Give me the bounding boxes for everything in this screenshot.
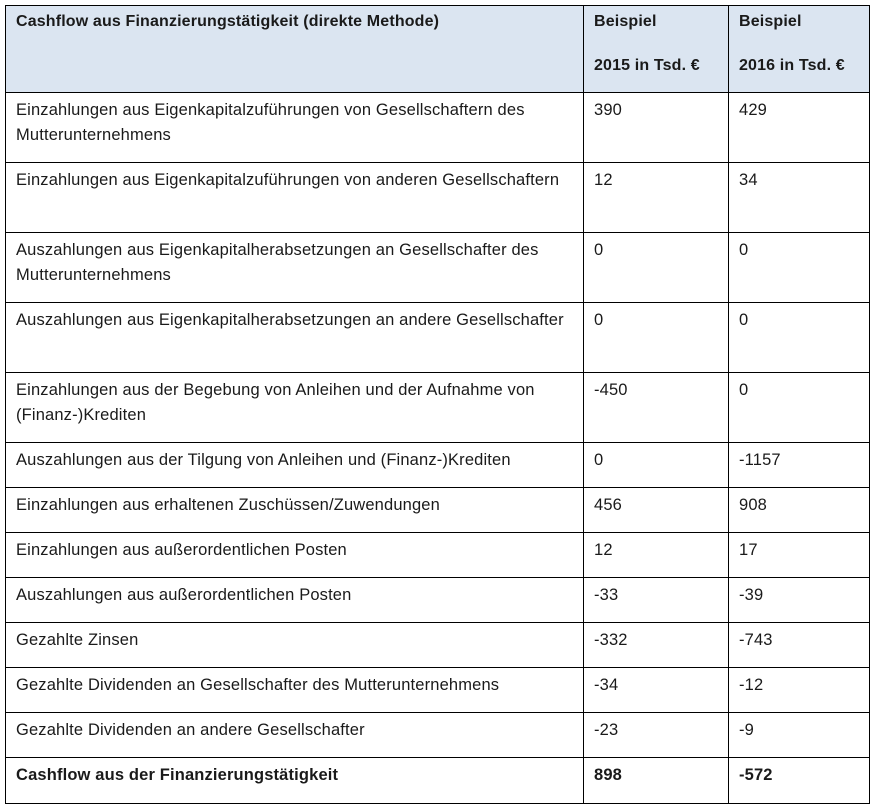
row-value-2015: 0 [584,303,729,373]
header-2016 [729,6,870,93]
header-2015-line2: 2015 in Tsd. € [594,57,700,74]
cashflow-table [5,5,870,804]
row-value-2016: 17 [729,533,870,578]
header-2016-line2: 2016 in Tsd. € [739,57,845,74]
row-value-2015: -34 [584,668,729,713]
table-row [6,163,870,233]
row-label: Gezahlte Dividenden an andere Gesellschafter [6,713,584,758]
row-value-2016: 34 [729,163,870,233]
row-value-2016: -1157 [729,443,870,488]
row-value-2015: 0 [584,443,729,488]
row-label: Einzahlungen aus der Begebung von Anleihen und der Aufnahme von (Finanz-)Krediten [6,373,584,443]
total-value-2016: -572 [729,758,870,804]
table-row [6,623,870,668]
table-row [6,373,870,443]
table-row [6,93,870,163]
row-label: Gezahlte Dividenden an Gesellschafter des Mutterunternehmens [6,668,584,713]
table-row [6,578,870,623]
row-value-2015: 0 [584,233,729,303]
row-value-2015: -332 [584,623,729,668]
row-label: Auszahlungen aus Eigenkapitalherabsetzungen an Gesellschafter des Mutterunternehmens [6,233,584,303]
row-value-2015: 456 [584,488,729,533]
header-2016-line1: Beispiel [739,13,802,30]
table-row [6,443,870,488]
table-row [6,668,870,713]
table-row [6,233,870,303]
row-label: Gezahlte Zinsen [6,623,584,668]
row-value-2016: -12 [729,668,870,713]
table-row [6,713,870,758]
row-value-2016: 0 [729,233,870,303]
header-2015-line1: Beispiel [594,13,657,30]
total-value-2015: 898 [584,758,729,804]
row-value-2015: 12 [584,533,729,578]
header-label: Cashflow aus Finanzierungstätigkeit (direkte Methode) [6,6,584,93]
header-2015 [584,6,729,93]
row-value-2016: -743 [729,623,870,668]
table-row [6,488,870,533]
row-label: Auszahlungen aus außerordentlichen Posten [6,578,584,623]
total-label: Cashflow aus der Finanzierungstätigkeit [6,758,584,804]
row-value-2016: 429 [729,93,870,163]
row-value-2016: 908 [729,488,870,533]
row-value-2015: 12 [584,163,729,233]
table-header-row [6,6,870,93]
total-row [6,758,870,804]
row-label: Auszahlungen aus der Tilgung von Anleihen und (Finanz-)Krediten [6,443,584,488]
row-value-2015: -23 [584,713,729,758]
row-label: Einzahlungen aus Eigenkapitalzuführungen von Gesellschaftern des Mutterunternehmens [6,93,584,163]
row-value-2015: 390 [584,93,729,163]
row-label: Einzahlungen aus Eigenkapitalzuführungen von anderen Gesellschaftern [6,163,584,233]
row-value-2016: 0 [729,303,870,373]
table-row [6,533,870,578]
row-value-2016: -39 [729,578,870,623]
row-value-2015: -450 [584,373,729,443]
table-row [6,303,870,373]
row-value-2016: 0 [729,373,870,443]
row-label: Auszahlungen aus Eigenkapitalherabsetzungen an andere Gesellschafter [6,303,584,373]
row-label: Einzahlungen aus außerordentlichen Posten [6,533,584,578]
row-value-2015: -33 [584,578,729,623]
row-value-2016: -9 [729,713,870,758]
row-label: Einzahlungen aus erhaltenen Zuschüssen/Zuwendungen [6,488,584,533]
